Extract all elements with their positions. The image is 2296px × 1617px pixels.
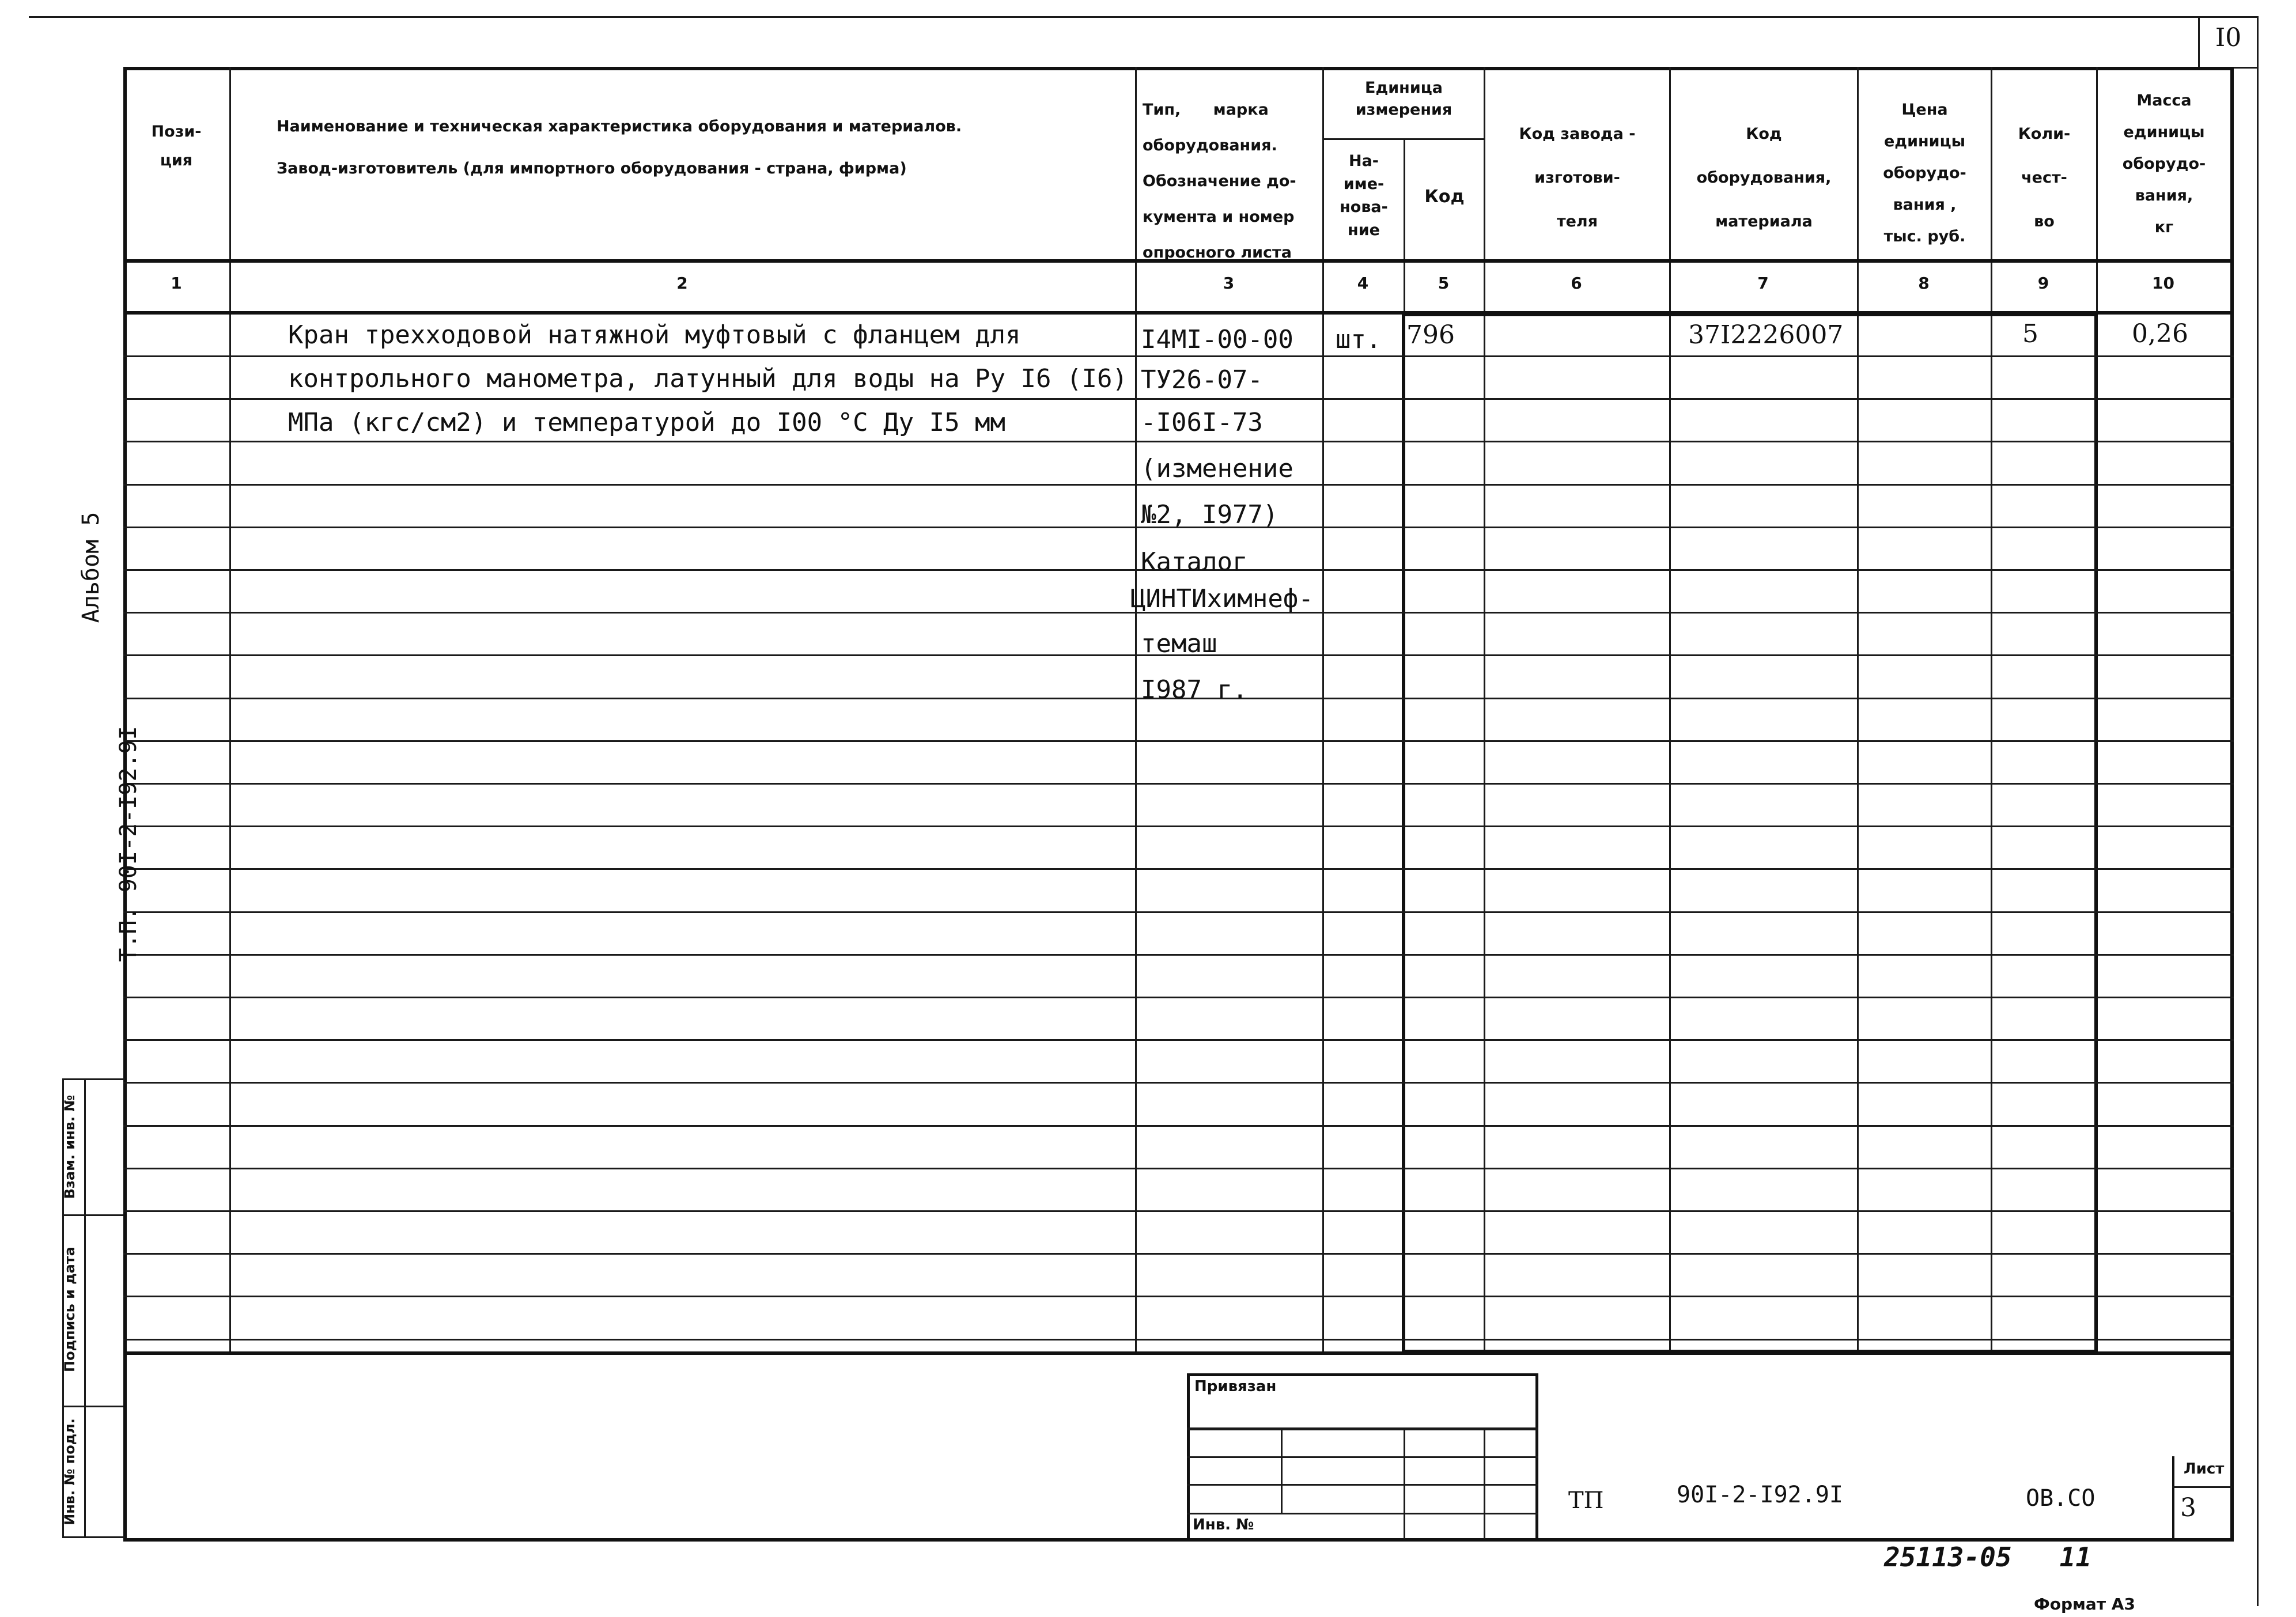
item-type-line3: -I06I-73	[1141, 408, 1263, 437]
table-right-border	[2230, 67, 2234, 1542]
item-mass: 0,26	[2132, 319, 2188, 349]
item-name-line1: Кран трехходовой натяжной муфтовый с фланцем для	[288, 320, 1021, 350]
doc-mark: ОВ.СО	[2026, 1485, 2095, 1512]
inv-no-label: Инв. №	[1193, 1516, 1254, 1533]
header-col6-line3: теля	[1556, 213, 1598, 230]
header-col9-line3: во	[2034, 213, 2055, 230]
privyazan-line-2	[1187, 1456, 1538, 1458]
header-col6	[1485, 112, 1669, 244]
item-equipment-code: 37I2226007	[1688, 320, 1844, 350]
privyazan-vline-2	[1404, 1429, 1405, 1539]
header-col10-line4: вания,	[2135, 187, 2193, 205]
col9-right-thick	[2094, 313, 2098, 1353]
header-col9	[1992, 112, 2096, 244]
header-col7-line3: материала	[1715, 213, 1813, 230]
header-col10-line3: оборудо-	[2122, 155, 2206, 173]
row-line	[123, 1039, 2234, 1041]
row-line	[123, 1125, 2234, 1127]
header-col1-line2: ция	[160, 152, 193, 169]
row-line	[123, 911, 2234, 913]
item-type-line7: ЦИНТИхимнеф-	[1130, 584, 1314, 614]
header-col3	[1143, 92, 1321, 271]
header-col6-line1: Код завода -	[1519, 125, 1636, 143]
header-col1-line1: Пози-	[151, 123, 202, 141]
header-col3-line3: Обозначение до-	[1143, 172, 1296, 190]
header-col1	[123, 121, 229, 172]
row-line	[123, 740, 2234, 742]
header-col6-line2: изготови-	[1534, 169, 1620, 187]
item-name-line2: контрольного манометра, латунный для воды на Ру I6 (I6)	[288, 364, 1128, 393]
item-type-line1: I4МI-00-00	[1141, 325, 1293, 354]
colnum-4: 4	[1357, 274, 1369, 293]
header-col5: Код	[1424, 187, 1465, 207]
header-col8-line5: тыс. руб.	[1883, 228, 1966, 245]
colnum-6: 6	[1571, 274, 1582, 293]
header-col8-line4: вания ,	[1893, 196, 1957, 214]
header-col3-line1: Тип, марка	[1143, 101, 1269, 119]
item-type-line2: ТУ26-07-	[1141, 365, 1263, 395]
table-body-bottom-line	[123, 1351, 2234, 1355]
header-unit-line1: Единица	[1365, 79, 1443, 97]
sheet-right-line	[2257, 16, 2259, 1606]
header-col4	[1324, 150, 1404, 242]
item-type-line8: темаш	[1141, 629, 1217, 658]
colnum-7: 7	[1757, 274, 1769, 293]
header-col3-line4: кумента и номер	[1143, 208, 1295, 226]
header-col2-line1: Наименование и техническая характеристика оборудования и материалов.	[277, 118, 962, 135]
privyazan-line-3	[1187, 1484, 1538, 1486]
privyazan-line-4	[1187, 1513, 1538, 1514]
vz-inv-label: Взам. инв. №	[62, 1095, 78, 1199]
header-col3-line5: опросного листа	[1143, 244, 1292, 262]
row-line	[123, 997, 2234, 998]
header-col8-line3: оборудо-	[1883, 164, 1966, 182]
sign-date-label: Подпись и дата	[62, 1247, 78, 1372]
row-line	[123, 1296, 2234, 1297]
header-col4-line3: нова-	[1340, 198, 1388, 216]
header-col7-line1: Код	[1746, 125, 1782, 143]
header-col4-line1: На-	[1348, 152, 1379, 170]
row-line	[123, 825, 2234, 827]
header-col10	[2098, 85, 2230, 243]
header-col3-line2: оборудования.	[1143, 137, 1277, 154]
header-col7-line2: оборудования,	[1696, 169, 1832, 187]
header-col7	[1671, 112, 1857, 244]
colnum-5: 5	[1438, 274, 1450, 293]
header-col9-line2: чест-	[2021, 169, 2067, 187]
header-col8-line2: единицы	[1883, 132, 1966, 150]
sheet-number: 3	[2180, 1493, 2196, 1523]
project-label: Т.П. 90I-2-I92.9I	[115, 726, 142, 962]
header-col2	[277, 118, 1112, 177]
item-name-line3: МПа (кгс/см2) и температурой до I00 °С Ду I5 мм	[288, 408, 1006, 437]
sheet-label: Лист	[2184, 1460, 2225, 1478]
item-unit-code: 796	[1406, 320, 1455, 350]
colnum-9: 9	[2037, 274, 2049, 293]
unit-group-line	[1322, 138, 1485, 140]
bottom-note: 25113-05 11	[1884, 1542, 2092, 1573]
header-col8	[1859, 94, 1991, 252]
row-line	[123, 1168, 2234, 1169]
colnum-8: 8	[1918, 274, 1930, 293]
col5-left-thick	[1402, 313, 1405, 1353]
table-top-border	[123, 67, 2234, 70]
corner-number: I0	[2215, 23, 2242, 52]
sheet-box-sep	[2172, 1486, 2232, 1488]
row-line	[123, 954, 2234, 956]
privyazan-vline-1	[1281, 1429, 1283, 1514]
header-col2-line2: Завод-изготовитель (для импортного оборудования - страна, фирма)	[277, 160, 907, 177]
row-line	[123, 1253, 2234, 1255]
row-line	[123, 783, 2234, 785]
header-unit-group	[1324, 77, 1484, 121]
colnum-2: 2	[676, 274, 688, 293]
item-type-line5: №2, I977)	[1141, 500, 1279, 529]
privyazan-line-1	[1187, 1427, 1538, 1430]
row-line	[123, 1082, 2234, 1084]
header-col10-line2: единицы	[2123, 123, 2205, 141]
header-col10-line1: Масса	[2136, 92, 2192, 109]
row-line	[123, 868, 2234, 870]
left-stamp-inner-line	[84, 1078, 86, 1538]
privyazan-vline-3	[1484, 1429, 1485, 1539]
colnum-10: 10	[2152, 274, 2174, 293]
header-col4-line2: име-	[1343, 175, 1385, 193]
format-label: Формат А3	[2034, 1595, 2135, 1614]
item-type-line4: (изменение	[1141, 454, 1293, 483]
colnum-3: 3	[1223, 274, 1235, 293]
row-line	[123, 1339, 2234, 1340]
header-col9-line1: Коли-	[2018, 125, 2071, 143]
sheet-top-line	[29, 16, 2259, 18]
header-col4-line4: ние	[1348, 221, 1380, 239]
header-unit-line2: измерения	[1355, 101, 1453, 119]
album-label: Альбом 5	[78, 512, 104, 623]
privyazan-label: Привязан	[1194, 1378, 1277, 1395]
tp-label: ТП	[1568, 1487, 1604, 1514]
item-unit: шт.	[1336, 325, 1382, 354]
item-type-line6: Каталог	[1141, 547, 1248, 577]
inv-podl-label: Инв. № подл.	[62, 1418, 78, 1525]
doc-number: 90I-2-I92.9I	[1677, 1482, 1843, 1508]
header-col10-line5: кг	[2154, 218, 2174, 236]
header-col8-line1: Цена	[1901, 101, 1948, 119]
colnum-1: 1	[171, 274, 182, 293]
row-line	[123, 1210, 2234, 1212]
item-type-line9: I987 г.	[1141, 675, 1248, 705]
item-quantity: 5	[2022, 319, 2038, 349]
